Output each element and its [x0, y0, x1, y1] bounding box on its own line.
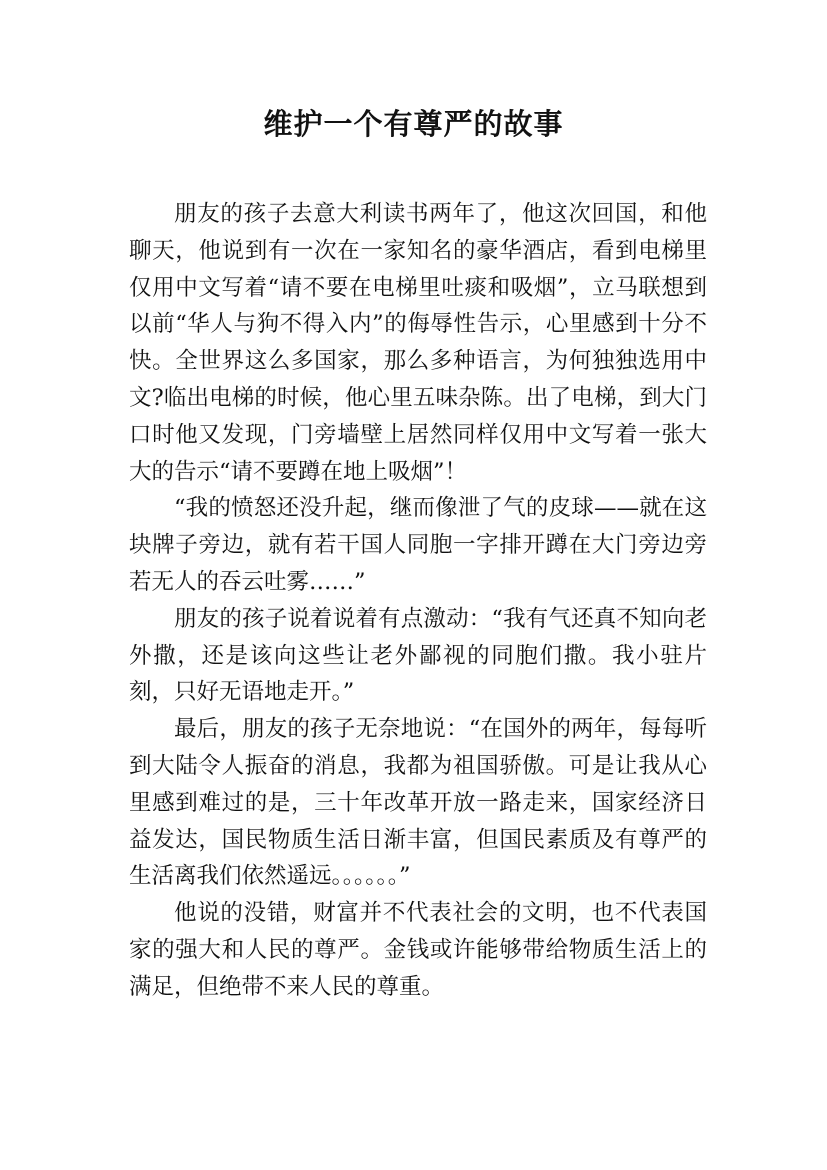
paragraph-4: 最后，朋友的孩子无奈地说：“在国外的两年，每每听到大陆令人振奋的消息，我都为祖国骄傲。可是让我从心里感到难过的是，三十年改革开放一路走来，国家经济日益发达，国民物质生活日渐丰富，但国民素质及有尊严的生活离我们依然遥远。。。。。。” — [129, 716, 707, 890]
document-body — [129, 196, 707, 1006]
paragraph-5: 他说的没错，财富并不代表社会的文明，也不代表国家的强大和人民的尊严。金钱或许能够带给物质生活上的满足，但绝带不来人民的尊重。 — [129, 900, 707, 1000]
paragraph-2: “我的愤怒还没升起，继而像泄了气的皮球——就在这块牌子旁边，就有若干国人同胞一字排开蹲在大门旁边旁若无人的吞云吐雾……” — [129, 495, 707, 595]
document-title: 维护一个有尊严的故事 — [263, 107, 564, 141]
paragraph-1: 朋友的孩子去意大利读书两年了，他这次回国，和他聊天，他说到有一次在一家知名的豪华酒店，看到电梯里仅用中文写着“请不要在电梯里吐痰和吸烟”，立马联想到以前“华人与狗不得入内”的侮辱性告示，心里感到十分不快。全世界这么多国家，那么多种语言，为何独独选用中文?临出电梯的时候，他心里五味杂陈。出了电梯，到大门口时他又发现，门旁墙壁上居然同样仅用中文写着一张大大的告示“请不要蹲在地上吸烟”！ — [129, 201, 707, 485]
paragraph-3: 朋友的孩子说着说着有点激动：“我有气还真不知向老外撒，还是该向这些让老外鄙视的同胞们撒。我小驻片刻，只好无语地走开。” — [129, 605, 707, 706]
